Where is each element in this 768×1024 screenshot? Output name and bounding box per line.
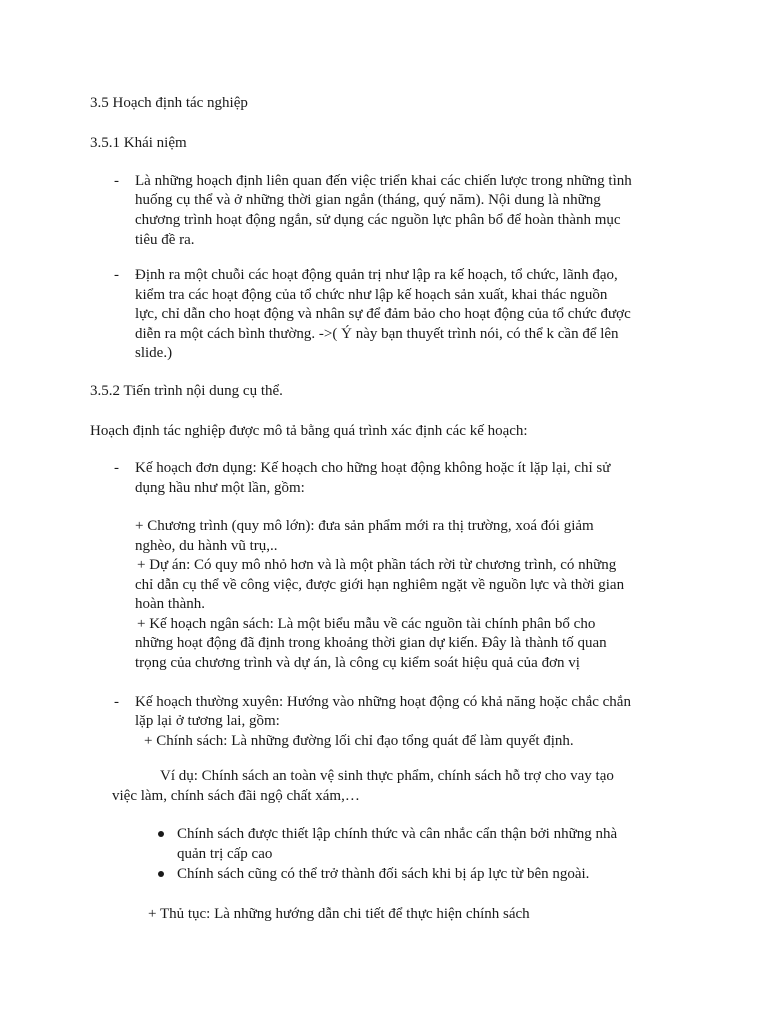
example-line: việc làm, chính sách đãi ngộ chất xám,…: [112, 788, 360, 804]
section-heading-3-5-2: 3.5.2 Tiến trình nội dung cụ thể.: [90, 383, 283, 399]
paragraph-line: chương trình hoạt động ngắn, sử dụng các nguồn lực phân bổ để hoàn thành mục: [135, 212, 621, 228]
paragraph-line: kiểm tra các hoạt động của tổ chức như lập kế hoạch sản xuất, khai thác nguồn: [135, 287, 608, 303]
sub-item-line: chỉ dẫn cụ thể về công việc, được giới hạn nghiêm ngặt về nguồn lực và thời gian: [135, 577, 625, 593]
intro-paragraph: Hoạch định tác nghiệp được mô tả bằng quá trình xác định các kế hoạch:: [90, 423, 528, 439]
sub-item-line: + Chương trình (quy mô lớn): đưa sản phẩm mới ra thị trường, xoá đói giảm: [135, 518, 594, 534]
paragraph-line: Định ra một chuỗi các hoạt động quản trị như lập ra kế hoạch, tổ chức, lãnh đạo,: [135, 267, 618, 283]
paragraph-line: Kế hoạch thường xuyên: Hướng vào những hoạt động có khả năng hoặc chắc chắn: [135, 694, 631, 710]
bullet-item-line: Chính sách được thiết lập chính thức và cân nhắc cẩn thận bởi những nhà: [177, 826, 618, 842]
dash-marker: -: [114, 173, 119, 189]
sub-item-line: hoàn thành.: [135, 596, 205, 612]
paragraph-line: diễn ra một cách bình thường. ->( Ý này bạn thuyết trình nói, có thể k cần để lên: [135, 326, 619, 342]
dash-marker: -: [114, 267, 119, 283]
sub-item-line: nghèo, du hành vũ trụ,..: [135, 538, 278, 554]
sub-item-line: những hoạt động đã định trong khoảng thời gian dự kiến. Đây là thành tố quan: [135, 635, 607, 651]
example-line: Ví dụ: Chính sách an toàn vệ sinh thực phẩm, chính sách hỗ trợ cho vay tạo: [160, 768, 614, 784]
paragraph-line: Kế hoạch đơn dụng: Kế hoạch cho hững hoạt động không hoặc ít lặp lại, chỉ sử: [135, 460, 611, 476]
dash-marker: -: [114, 694, 119, 710]
section-heading-3-5-1: 3.5.1 Khái niệm: [90, 135, 187, 151]
sub-item-line: + Kế hoạch ngân sách: Là một biểu mẫu về các nguồn tài chính phân bổ cho: [137, 616, 596, 632]
sub-item-line: + Chính sách: Là những đường lối chỉ đạo tổng quát để làm quyết định.: [144, 733, 574, 749]
paragraph-line: lặp lại ở tương lai, gồm:: [135, 713, 280, 729]
paragraph-line: Là những hoạch định liên quan đến việc triển khai các chiến lược trong những tình: [135, 173, 632, 189]
paragraph-line: dụng hầu như một lần, gồm:: [135, 480, 305, 496]
sub-item-line: + Dự án: Có quy mô nhỏ hơn và là một phần tách rời từ chương trình, có những: [137, 557, 617, 573]
section-heading-3-5: 3.5 Hoạch định tác nghiệp: [90, 95, 248, 111]
sub-item-line: trọng của chương trình và dự án, là công cụ kiểm soát hiệu quả của đơn vị: [135, 655, 580, 671]
bullet-item-line: quản trị cấp cao: [177, 846, 273, 862]
bullet-dot: [158, 831, 164, 837]
paragraph-line: slide.): [135, 345, 173, 361]
bullet-item-line: Chính sách cũng có thể trở thành đối sách khi bị áp lực từ bên ngoài.: [177, 866, 590, 882]
paragraph-line: tiêu đề ra.: [135, 232, 195, 248]
dash-marker: -: [114, 460, 119, 476]
bullet-dot: [158, 871, 164, 877]
paragraph-line: huống cụ thể và ở những thời gian ngắn (tháng, quý năm). Nội dung là những: [135, 192, 601, 208]
paragraph-line: lực, chỉ dẫn cho hoạt động và nhân sự để đảm bảo cho hoạt động của tổ chức được: [135, 306, 631, 322]
sub-item-line: + Thủ tục: Là những hướng dẫn chi tiết để thực hiện chính sách: [148, 906, 530, 922]
